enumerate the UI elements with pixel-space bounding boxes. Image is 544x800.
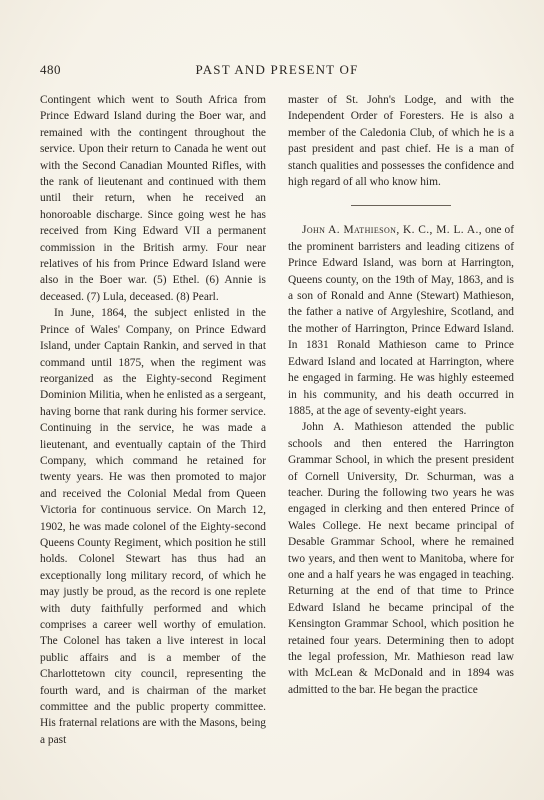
paragraph-military-service: In June, 1864, the subject enlisted in the Prince of Wales' Company, on Prince Edward Island, under Captain Rankin, and served in that command until 1875, when the regiment was reorganized as the Eighty-second Regiment Dominion Militia, when he enlisted as a sergeant, having borne that rank during his former service. Continuing in the service, he was made a lieutenant, and eventually captain of the Third Company, which command he retained for twenty years. He was then promoted to major and received the Colonial Medal from Queen Victoria for continuous service. On March 12, 1902, he was made colonel of the Eighty-second Queens County Regiment, which position he still holds. Colonel Stewart has thus had an exceptionally long military record, of which he may justly be proud, as the record is one replete with duty faithfully performed and which comprises a career well worthy of emulation. The Colonel has taken a live interest in local public affairs and is a member of the Charlottetown city council, representing the fourth ward, and is chairman of the market committee and the public property committee. His fraternal relations are with the Masons, being a past [40,307,266,746]
running-title: PAST AND PRESENT OF [195,62,359,77]
entry-intro-text: one of the prominent barristers and leading citizens of Prince Edward Island, was born at Harrington, Queens county, on the 19th of May, 1863, and is a son of Ronald and Anne (Stewart) Mathieson, the father a native of Argyleshire, Scotland, and the mother of Harrington, Prince Edward Island. In 1831 Ronald Mathieson came to Prince Edward Island and located at Harrington, where he engaged in farming. He was highly esteemed in his community, and his death occurred in 1885, at the age of seventy-eight years. [288,224,514,417]
page-number: 480 [40,62,61,77]
paragraph-continuation-right: master of St. John's Lodge, and with the Independent Order of Foresters. He is also a member of the Caledonia Club, of which he is a past president and past chief. He is a man of stanch qualities and possesses the confidence and high regard of all who know him. [288,94,514,189]
section-divider [351,205,451,206]
paragraph-continuation: Contingent which went to South Africa from Prince Edward Island during the Boer war, and remained with the contingent throughout the service. Upon their return to Canada he went out with the Second Canadian Mounted Rifles, with the rank of lieutenant and continued with them until their return, when he received an honoroable discharge. Since going west he has received from King Edward VII a permanent commission in the British army. Four near relatives of his from Prince Edward Island were also in the Boer war. (5) Ethel. (6) Annie is deceased. (7) Lula, deceased. (8) Pearl. [40,94,266,303]
running-head [40,62,514,80]
left-column [40,92,266,748]
paragraph-education: John A. Mathieson attended the public schools and then entered the Harrington Grammar School, in which the present president of Cornell University, Dr. Schurman, was a teacher. During the following two years he was engaged in clerking and then entered Prince of Wales College. He next became principal of Desable Grammar School, where he remained two years, and then went to Manitoba, where for one and a half years he was engaged in teaching. Returning at the end of that time to Prince Edward Island he became principal of the Kensington Grammar School, which position he retained four years. Determining then to adopt the legal profession, Mr. Mathieson read law with McLean & McDonald and in 1894 was admitted to the bar. He began the practice [288,421,514,696]
entry-intro-paragraph [288,222,514,419]
right-column [288,92,514,698]
entry-name: John A. Mathieson, K. C., M. L. A., [302,224,482,237]
